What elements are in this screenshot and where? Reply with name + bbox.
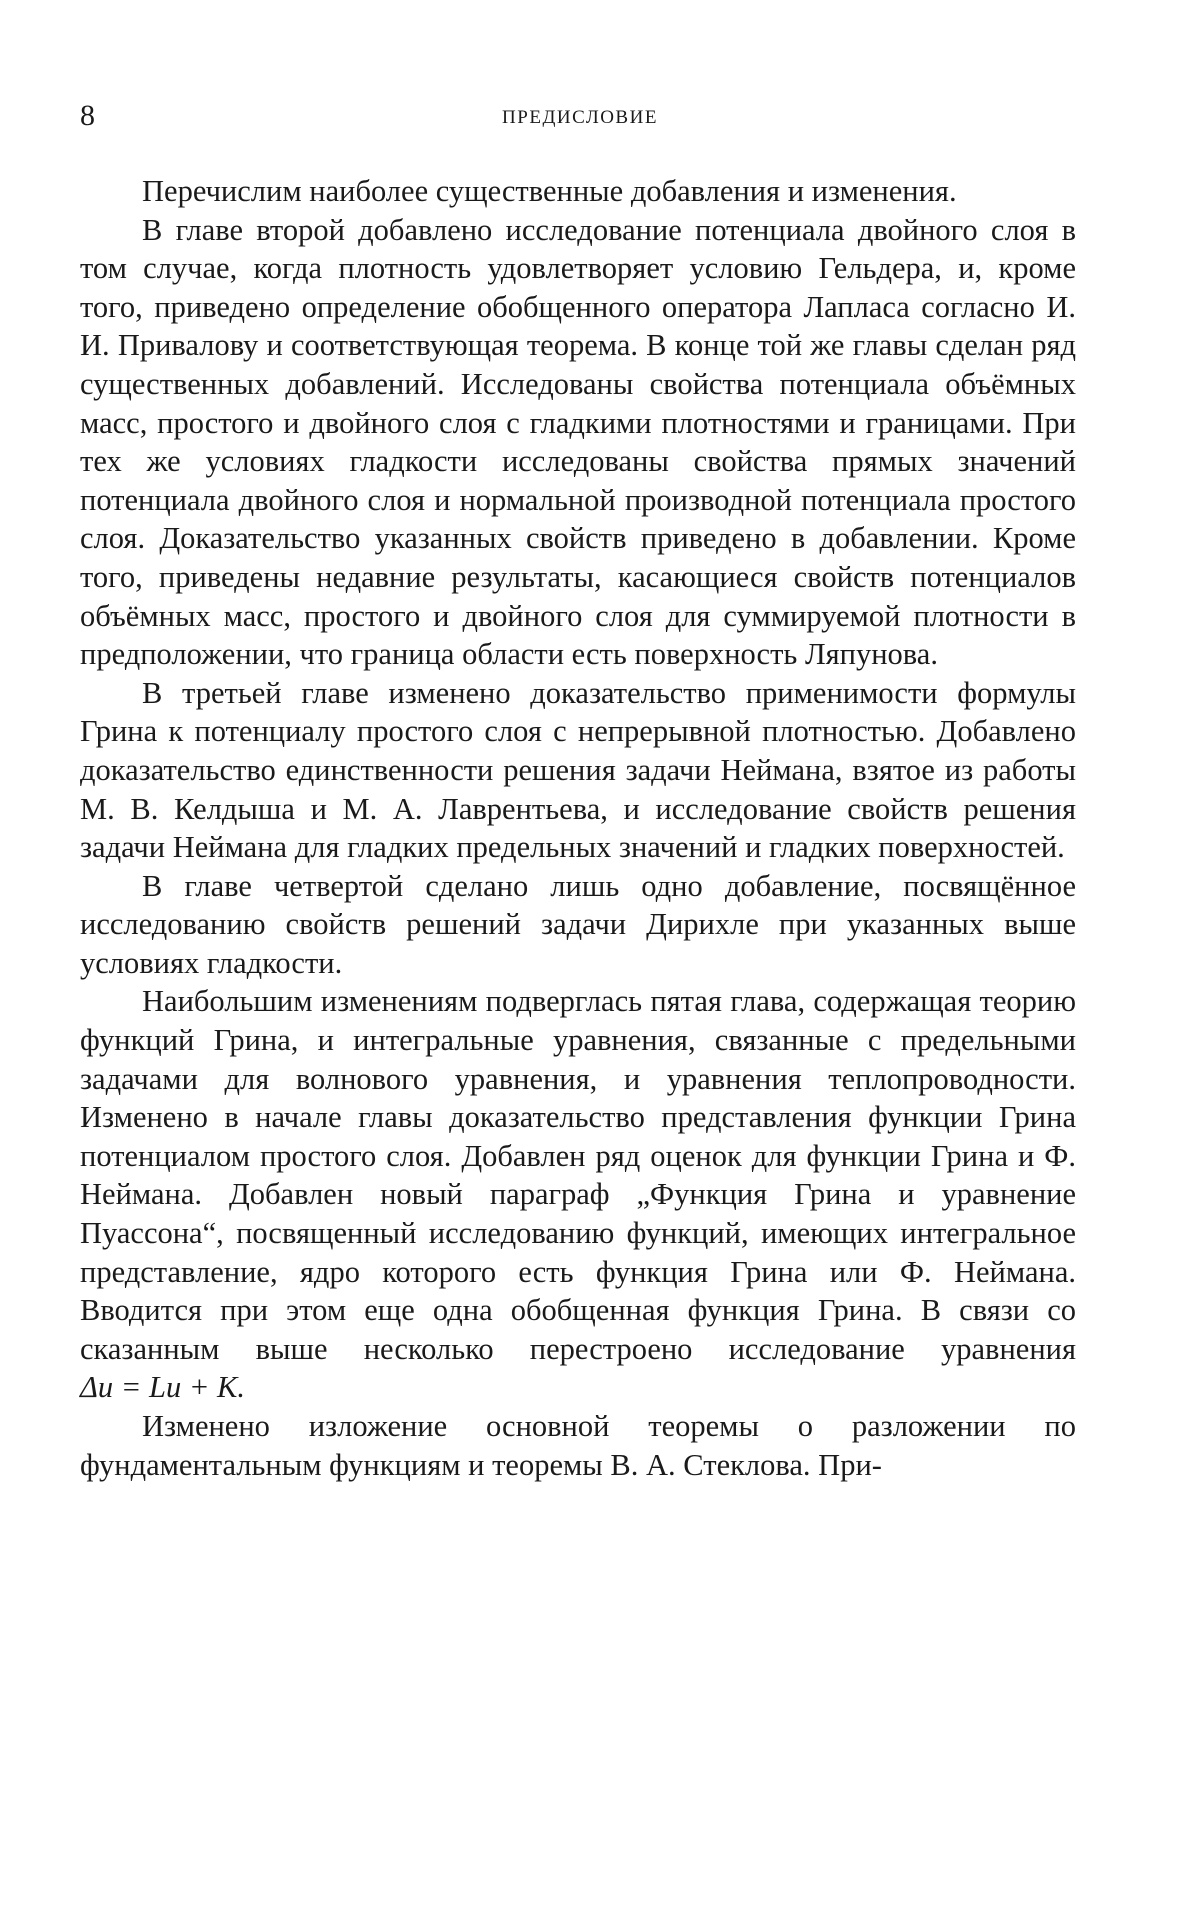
- paragraph-6-text: Изменено изложение основной теоремы о разложении по фундаментальным функциям и теоремы В. А. Стеклова. При-: [80, 1409, 1076, 1482]
- paragraph-1-text: Перечислим наиболее существенные добавления и изменения.: [142, 174, 957, 208]
- paragraph-4-text: В главе четвертой сделано лишь одно добавление, посвящённое исследованию свойств решений задачи Дирихле при указанных выше условиях гладкости.: [80, 868, 1076, 980]
- paragraph-3: [80, 674, 1076, 867]
- paragraph-1: [80, 172, 1076, 211]
- running-title: ПРЕДИСЛОВИЕ: [502, 107, 658, 128]
- page-number: 8: [80, 99, 95, 132]
- paragraph-2-text: В главе второй добавлено исследование потенциала двойного слоя в том случае, когда плотность удовлетворяет условию Гельдера, и, кроме того, приведено определение обобщенного оператора Лапласа согласно И. И. Привалову и соответствующая теорема. В конце той же главы сделан ряд существенных добавлений. Исследованы свойства потенциала объёмных масс, простого и двойного слоя с гладкими плотностями и границами. При тех же условиях гладкости исследованы свойства прямых значений потенциала двойного слоя и нормальной производной потенциала простого слоя. Доказательство указанных свойств приведено в добавлении. Кроме того, приведены недавние результаты, касающиеся свойств потенциалов объёмных масс, простого и двойного слоя для суммируемой плотности в предположении, что граница области есть поверхность Ляпунова.: [80, 212, 1076, 672]
- formula: Δu = Lu + K.: [80, 1370, 245, 1405]
- paragraph-6: [80, 1407, 1076, 1484]
- paragraph-3-text: В третьей главе изменено доказательство применимости формулы Грина к потенциалу простого слоя с непрерывной плотностью. Добавлено доказательство единственности решения задачи Неймана, взятое из работы М. В. Келдыша и М. А. Лаврентьева, и исследование свойств решения задачи Неймана для гладких предельных значений и гладких поверхностей.: [80, 675, 1076, 865]
- paragraph-4: [80, 867, 1076, 983]
- page-header: [80, 96, 1080, 136]
- paragraph-5: [80, 982, 1076, 1407]
- paragraph-5-text: Наибольшим изменениям подверглась пятая глава, содержащая теорию функций Грина, и интегральные уравнения, связанные с предельными задачами для волнового уравнения, и уравнения теплопроводности. Изменено в начале главы доказательство представления функции Грина потенциалом простого слоя. Добавлен ряд оценок для функции Грина и Ф. Неймана. Добавлен новый параграф „Функция Грина и уравнение Пуассона“, посвященный исследованию функций, имеющих интегральное представление, ядро которого есть функция Грина или Ф. Неймана. Вводится при этом еще одна обобщенная функция Грина. В связи со сказанным выше несколько перестроено исследование уравнения: [80, 984, 1076, 1366]
- body-text: [80, 172, 1076, 1484]
- paragraph-2: [80, 211, 1076, 674]
